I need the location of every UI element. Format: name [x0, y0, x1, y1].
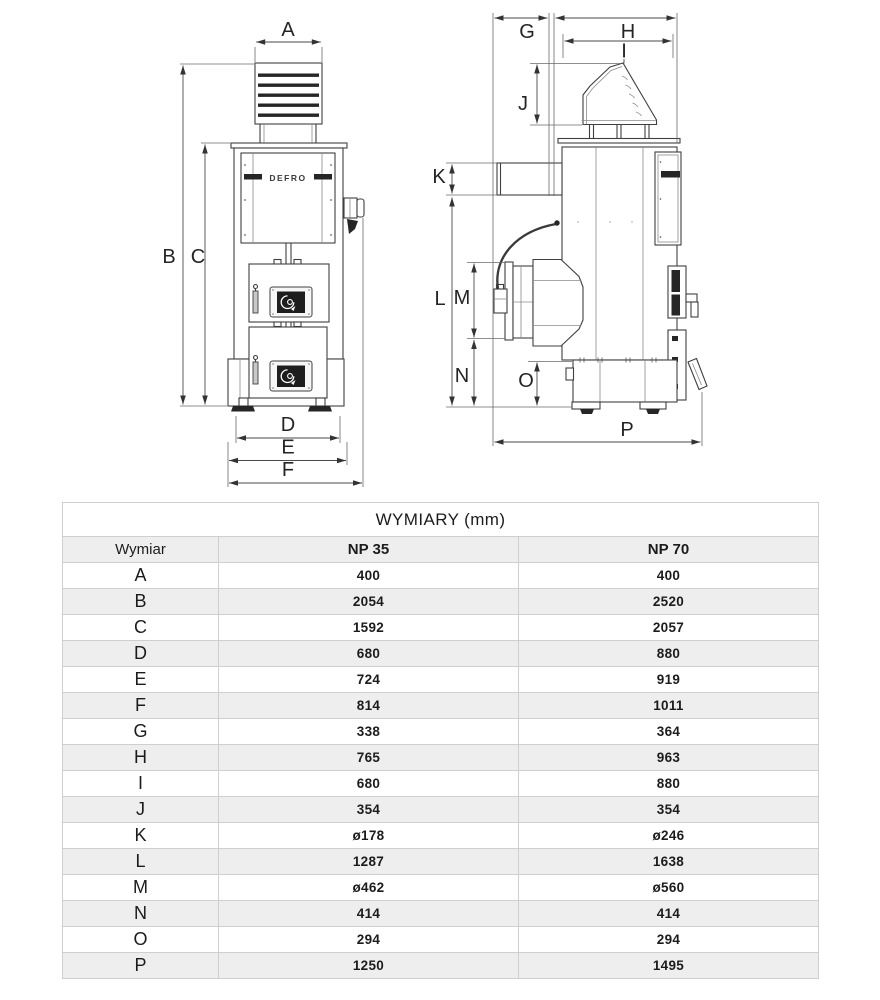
- dim-label-d: D: [280, 414, 296, 436]
- table-row: [63, 589, 819, 615]
- np35-value: 338: [219, 719, 519, 745]
- table-header-row: [63, 537, 819, 563]
- np70-value: 414: [519, 901, 819, 927]
- table-row: [63, 849, 819, 875]
- np70-value: 294: [519, 927, 819, 953]
- np35-value: ø178: [219, 823, 519, 849]
- np70-value: 880: [519, 641, 819, 667]
- dim-letter: A: [63, 563, 219, 589]
- chimney: [255, 63, 322, 143]
- np35-value: 1592: [219, 615, 519, 641]
- dim-label-h: H: [620, 21, 636, 43]
- table-row: [63, 797, 819, 823]
- np35-value: ø462: [219, 875, 519, 901]
- dim-letter: B: [63, 589, 219, 615]
- dim-letter: H: [63, 745, 219, 771]
- table-row: [63, 641, 819, 667]
- dim-label-f: F: [281, 459, 295, 481]
- dim-letter: O: [63, 927, 219, 953]
- dim-letter: L: [63, 849, 219, 875]
- col-header-np70: NP 70: [519, 537, 819, 563]
- col-header-wymiar: Wymiar: [63, 537, 219, 563]
- np35-value: 294: [219, 927, 519, 953]
- np70-value: 400: [519, 563, 819, 589]
- water-connector: [344, 198, 364, 234]
- cable-connector: [554, 220, 559, 225]
- dim-label-o: O: [518, 370, 534, 392]
- dim-letter: J: [63, 797, 219, 823]
- np70-value: 919: [519, 667, 819, 693]
- np35-value: 1250: [219, 953, 519, 979]
- dim-label-m: M: [453, 287, 471, 309]
- dim-letter: F: [63, 693, 219, 719]
- table-row: [63, 563, 819, 589]
- logo-bar-right: [314, 174, 332, 180]
- np70-value: 1638: [519, 849, 819, 875]
- dim-label-e: E: [281, 436, 295, 459]
- table-title-row: [63, 503, 819, 537]
- np70-value: 2520: [519, 589, 819, 615]
- dim-letter: M: [63, 875, 219, 901]
- np35-value: 414: [219, 901, 519, 927]
- dim-label-l: L: [434, 288, 446, 310]
- side-base: [566, 358, 677, 403]
- dim-letter: E: [63, 667, 219, 693]
- burner-fan-unit: [505, 260, 583, 347]
- dim-label-i: I: [621, 40, 627, 63]
- logo-bar-left: [244, 174, 262, 180]
- np35-value: 400: [219, 563, 519, 589]
- np70-value: ø246: [519, 823, 819, 849]
- np35-value: 1287: [219, 849, 519, 875]
- table-title: WYMIARY (mm): [63, 503, 819, 537]
- col-header-np35: NP 35: [219, 537, 519, 563]
- np35-value: 680: [219, 771, 519, 797]
- np35-value: 2054: [219, 589, 519, 615]
- dim-label-g: G: [519, 21, 535, 43]
- dim-label-j: J: [518, 93, 528, 115]
- ash-lever: [688, 359, 707, 390]
- air-damper: [270, 287, 312, 317]
- dim-letter: I: [63, 771, 219, 797]
- defro-logo: DEFRO: [269, 173, 307, 183]
- middle-hinge: [668, 266, 698, 318]
- dim-label-a: A: [281, 19, 295, 41]
- np35-value: 354: [219, 797, 519, 823]
- np35-value: 765: [219, 745, 519, 771]
- side-feet: [572, 402, 666, 414]
- dim-letter: K: [63, 823, 219, 849]
- table-row: [63, 927, 819, 953]
- table-row: [63, 901, 819, 927]
- upper-door-panel: [241, 153, 335, 243]
- np70-value: ø560: [519, 875, 819, 901]
- table-row: [63, 719, 819, 745]
- flue-pipe: [497, 163, 562, 195]
- dim-letter: D: [63, 641, 219, 667]
- table-row: [63, 953, 819, 979]
- table-row: [63, 667, 819, 693]
- dim-label-k: K: [432, 166, 446, 188]
- table-row: [63, 771, 819, 797]
- np70-value: 1495: [519, 953, 819, 979]
- table-row: [63, 693, 819, 719]
- table-row: [63, 823, 819, 849]
- table-row: [63, 745, 819, 771]
- dim-label-n: N: [454, 365, 470, 387]
- dimensions-table: [62, 502, 819, 979]
- dim-letter: N: [63, 901, 219, 927]
- dim-label-b: B: [162, 246, 176, 268]
- dim-label-p: P: [620, 419, 634, 441]
- dim-letter: C: [63, 615, 219, 641]
- dim-label-c: C: [190, 246, 206, 268]
- front-view: [162, 19, 364, 487]
- np35-value: 814: [219, 693, 519, 719]
- exhaust-hood: [582, 63, 657, 138]
- np70-value: 2057: [519, 615, 819, 641]
- table-row: [63, 615, 819, 641]
- table-row: [63, 875, 819, 901]
- junction-box: [494, 285, 507, 314]
- np70-value: 364: [519, 719, 819, 745]
- np70-value: 354: [519, 797, 819, 823]
- table-section: [62, 502, 819, 979]
- np35-value: 724: [219, 667, 519, 693]
- np70-value: 880: [519, 771, 819, 797]
- side-view: [432, 13, 707, 446]
- dim-letter: G: [63, 719, 219, 745]
- np70-value: 1011: [519, 693, 819, 719]
- side-door-panel: [655, 152, 681, 245]
- np70-value: 963: [519, 745, 819, 771]
- dim-letter: P: [63, 953, 219, 979]
- np35-value: 680: [219, 641, 519, 667]
